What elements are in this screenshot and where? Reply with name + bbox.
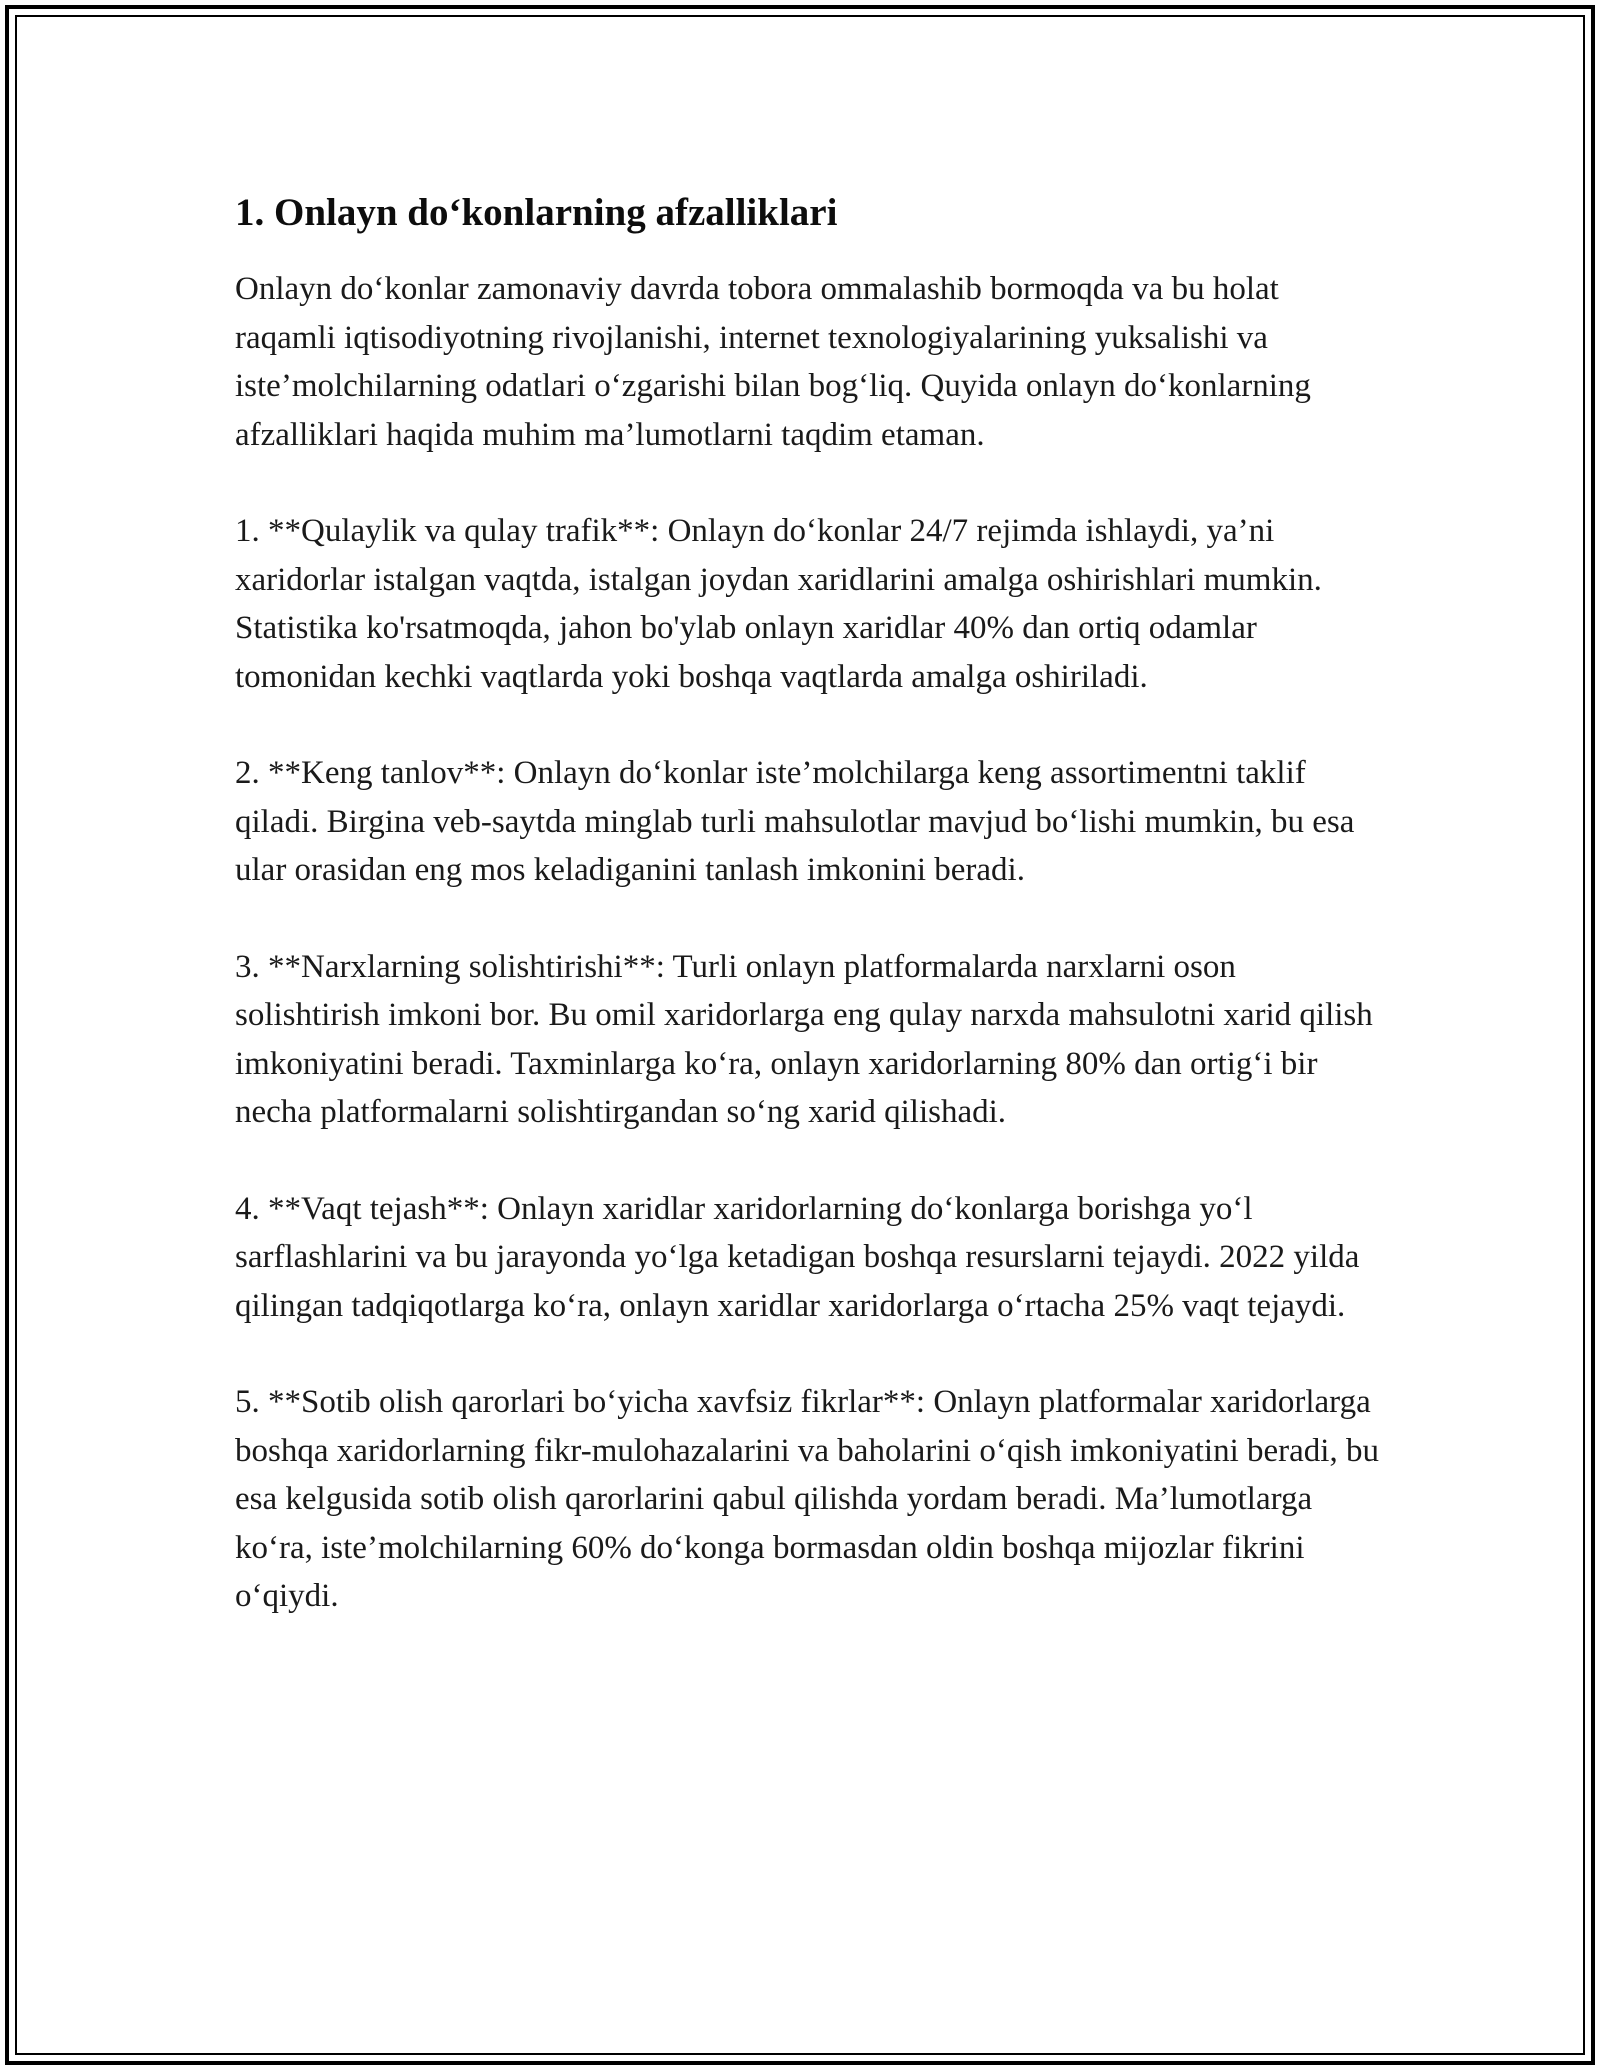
list-item-price-comparison: 3. **Narxlarning solishtirishi**: Turli onlayn platformalarda narxlarni oson solishtirish imkoni bor. Bu omil xaridorlarga eng qulay narxda mahsulotni xarid qilish imkoniyatini beradi. Taxminlarga ko‘ra, onlayn xaridorlarning 80% dan ortig‘i bir necha platformalarni solishtirgandan so‘ng xarid qilishadi. [235,948,1373,1130]
list-item-convenience: 1. **Qulaylik va qulay trafik**: Onlayn do‘konlar 24/7 rejimda ishlaydi, ya’ni xaridorlar istalgan vaqtda, istalgan joydan xaridlarini amalga oshirishlari mumkin. Statistika ko'rsatmoqda, jahon bo'ylab onlayn xaridlar 40% dan ortiq odamlar tomonidan kechki vaqtlarda yoki boshqa vaqtlarda amalga oshiriladi. [235,513,1322,695]
document-title: 1. Onlayn do‘konlarning afzalliklari [235,191,838,234]
document-body [235,185,1380,1669]
intro-paragraph: Onlayn do‘konlar zamonaviy davrda tobora ommalashib bormoqda va bu holat raqamli iqtisodiyotning rivojlanishi, internet texnologiyalarining yuksalishi va iste’molchilarning odatlari o‘zgarishi bilan bog‘liq. Quyida onlayn do‘konlarning afzalliklari haqida muhim ma’lumotlarni taqdim etaman. [235,271,1311,453]
list-item-wide-choice: 2. **Keng tanlov**: Onlayn do‘konlar iste’molchilarga keng assortimentni taklif qiladi. Birgina veb-saytda minglab turli mahsulotlar mavjud bo‘lishi mumkin, bu esa ular orasidan eng mos keladiganini tanlash imkonini beradi. [235,755,1355,888]
list-item-reviews: 5. **Sotib olish qarorlari bo‘yicha xavfsiz fikrlar**: Onlayn platformalar xaridorlarga boshqa xaridorlarning fikr-mulohazalarini va baholarini o‘qish imkoniyatini beradi, bu esa kelgusida sotib olish qarorlarini qabul qilishda yordam beradi. Ma’lumotlarga ko‘ra, iste’molchilarning 60% do‘konga bormasdan oldin boshqa mijozlar fikrini o‘qiydi. [235,1384,1379,1614]
list-item-time-saving: 4. **Vaqt tejash**: Onlayn xaridlar xaridorlarning do‘konlarga borishga yo‘l sarflashlarini va bu jarayonda yo‘lga ketadigan boshqa resurslarni tejaydi. 2022 yilda qilingan tadqiqotlarga ko‘ra, onlayn xaridlar xaridorlarga o‘rtacha 25% vaqt tejaydi. [235,1190,1360,1324]
